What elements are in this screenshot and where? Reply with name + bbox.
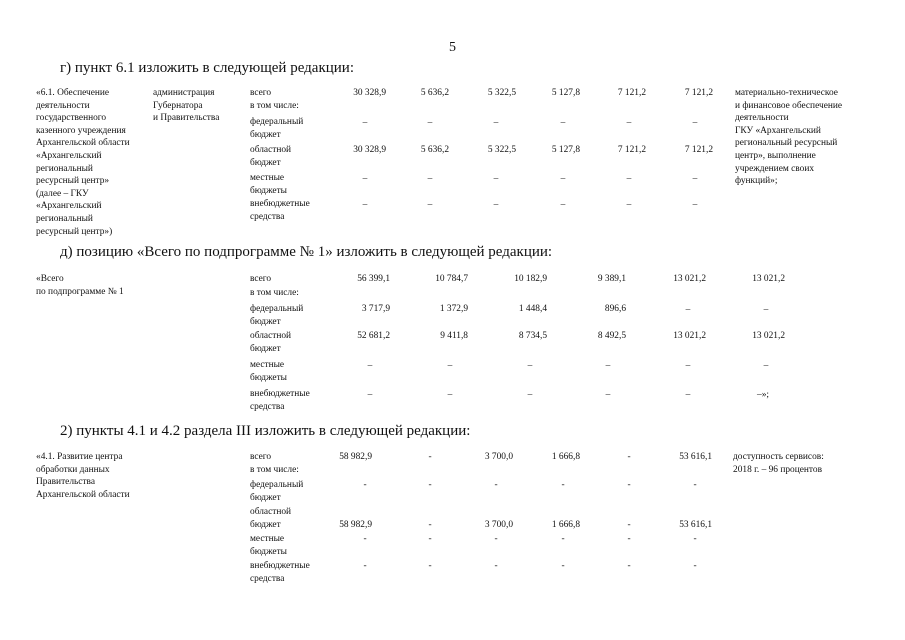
t3-vneb-3: - [494,561,498,571]
t3-name-line: Архангельской области [36,489,130,500]
t1-src-fed [250,116,303,141]
t1-result-line: региональный ресурсный [735,138,838,149]
t2-mest-1: – [367,361,373,371]
t3-vneb-2: - [428,561,432,571]
t2-vneb-6: –»; [757,390,769,400]
t2-src-fed-l2: бюджет [250,316,281,327]
t1-name-line: деятельности [36,100,90,111]
t1-src-vtom: в том числе: [250,101,299,111]
t1-name-line: «Архангельский [36,150,102,161]
t2-fed-6: – [763,305,769,315]
t2-vsego-1: 56 399,1 [357,274,390,284]
t2-vneb-2: – [447,390,453,400]
t2-obl-6: 13 021,2 [752,331,785,341]
t1-mest-3: – [493,174,499,184]
t3-src-mest-l2: бюджеты [250,546,287,557]
t1-obl-2: 5 636,2 [420,145,449,155]
t1-src-mest-l1: местные [250,173,285,183]
t2-obl-5: 13 021,2 [673,331,706,341]
t3-name [36,451,130,501]
t2-obl-2: 9 411,8 [440,331,468,341]
t2-src-vneb [250,388,310,413]
t2-fed-1: 3 717,9 [361,304,390,314]
t1-vsego-6: 7 121,2 [684,88,713,98]
t1-vneb-2: – [427,200,433,210]
t1-executor [153,87,219,125]
t3-obl-5: - [627,520,631,530]
t3-name-line: Правительства [36,477,95,488]
t1-fed-2: – [427,118,433,128]
t1-src-vneb-l1: внебюджетные [250,199,310,209]
t2-vneb-3: – [527,390,533,400]
t1-mest-2: – [427,174,433,184]
t3-obl-1: 58 982,9 [339,520,372,530]
t1-result-line: функций»; [735,176,778,187]
t1-fed-4: – [560,118,566,128]
page-number: 5 [449,40,456,55]
heading-2: 2) пункты 4.1 и 4.2 раздела III изложить в следующей редакции: [60,423,471,439]
t3-vsego-6: 53 616,1 [679,452,712,462]
t1-vneb-4: – [560,200,566,210]
t1-vneb-6: – [692,200,698,210]
t2-obl-3: 8 734,5 [518,331,547,341]
t3-src-obl-l1: областной [250,507,292,517]
t2-src-mest [250,359,287,384]
t1-mest-1: – [362,174,368,184]
t2-fed-5: – [685,305,691,315]
t3-vneb-4: - [561,561,565,571]
t1-vneb-3: – [493,200,499,210]
t1-fed-5: – [626,118,632,128]
t3-vneb-1: - [363,561,367,571]
t1-result-line: учреждением своих [735,163,815,174]
t1-mest-4: – [560,174,566,184]
t3-name-line: «4.1. Развитие центра [36,452,123,462]
t3-mest-3: - [494,534,498,544]
t1-vsego-3: 5 322,5 [487,88,516,98]
t3-src-vsego: всего [250,452,272,462]
t2-vsego-5: 13 021,2 [673,274,706,284]
t1-name-line: региональный [36,163,93,174]
t3-fed-2: - [428,480,432,490]
t3-src-vneb-l2: средства [250,573,285,584]
t1-vneb-1: – [362,200,368,210]
t1-name-line: «6.1. Обеспечение [36,88,110,98]
t1-obl-5: 7 121,2 [617,145,646,155]
t3-fed-3: - [494,480,498,490]
t1-src-mest-l2: бюджеты [250,185,287,196]
t1-vsego-2: 5 636,2 [420,88,449,98]
t2-src-mest-l1: местные [250,360,285,370]
t1-vsego-5: 7 121,2 [617,88,646,98]
t1-name-line: (далее – ГКУ [36,188,89,199]
t3-src-obl-l2: бюджет [250,519,281,530]
t2-src-fed [250,303,303,328]
t1-name-line: региональный [36,213,93,224]
t1-vsego-4: 5 127,8 [551,88,580,98]
t1-src-obl [250,144,291,169]
t3-src-fed-l1: федеральный [250,480,304,490]
t1-result-line: деятельности [735,113,789,124]
heading-d: д) позицию «Всего по подпрограмме № 1» изложить в следующей редакции: [60,244,553,260]
t1-src-mest [250,172,287,197]
t1-name-line: ресурсный центр») [36,226,113,237]
t1-src-fed-l1: федеральный [250,117,304,127]
t3-mest-4: - [561,534,565,544]
t1-mest-5: – [626,174,632,184]
t3-fed-5: - [627,480,631,490]
t3-result-line: 2018 г. – 96 процентов [733,464,822,475]
t1-name [36,87,130,238]
t1-name-line: казенного учреждения [36,125,126,136]
t3-obl-2: - [428,520,432,530]
t1-name-line: ресурсный центр» [36,176,110,187]
t2-mest-4: – [605,361,611,371]
t3-obl-3: 3 700,0 [484,520,513,530]
t2-vneb-5: – [685,390,691,400]
t1-fed-1: – [362,118,368,128]
t2-src-obl [250,330,291,355]
t1-obl-1: 30 328,9 [353,145,386,155]
t3-vsego-5: - [627,452,631,462]
t3-vsego-3: 3 700,0 [484,452,513,462]
t2-vsego-4: 9 389,1 [597,274,626,284]
t2-vsego-6: 13 021,2 [752,274,785,284]
t1-vsego-1: 30 328,9 [353,88,386,98]
t1-vneb-5: – [626,200,632,210]
t1-result-line: центр», выполнение [735,150,816,161]
t1-result-line: ГКУ «Архангельский [735,125,821,136]
t1-src-obl-l2: бюджет [250,157,281,168]
t3-src-fed [250,479,303,504]
t2-mest-3: – [527,361,533,371]
t3-fed-4: - [561,480,565,490]
t3-vneb-5: - [627,561,631,571]
t1-result-line: материально-техническое [735,88,838,98]
t1-obl-3: 5 322,5 [487,145,516,155]
t3-src-vneb [250,560,310,585]
t2-src-obl-l1: областной [250,331,292,341]
t3-src-fed-l2: бюджет [250,492,281,503]
t3-mest-5: - [627,534,631,544]
t1-name-line: «Архангельский [36,201,102,212]
heading-g: г) пункт 6.1 изложить в следующей редакции: [60,60,354,76]
t2-vneb-1: – [367,390,373,400]
t1-src-fed-l2: бюджет [250,129,281,140]
t2-vneb-4: – [605,390,611,400]
t1-obl-6: 7 121,2 [684,145,713,155]
t3-src-vtom: в том числе: [250,465,299,475]
t2-src-vtom: в том числе: [250,288,299,298]
t2-obl-4: 8 492,5 [597,331,626,341]
t3-src-vneb-l1: внебюджетные [250,561,310,571]
t3-fed-1: - [363,480,367,490]
t1-fed-6: – [692,118,698,128]
t3-mest-2: - [428,534,432,544]
t2-src-vsego: всего [250,274,272,284]
t2-src-vneb-l1: внебюджетные [250,389,310,399]
t3-obl-6: 53 616,1 [679,520,712,530]
t1-src-vneb-l2: средства [250,211,285,222]
t3-name-line: обработки данных [36,464,110,475]
t1-name-line: Архангельской области [36,138,130,149]
t3-src-mest-l1: местные [250,534,285,544]
t3-vsego-2: - [428,452,432,462]
t2-src-obl-l2: бюджет [250,343,281,354]
t3-result-line: доступность сервисов: [733,452,824,462]
t1-exec-line: администрация [153,88,215,98]
t2-mest-5: – [685,361,691,371]
t3-vsego-4: 1 666,8 [551,452,580,462]
t2-src-fed-l1: федеральный [250,304,304,314]
t1-exec-line: и Правительства [153,113,220,124]
t1-fed-3: – [493,118,499,128]
t2-name-line: «Всего [36,274,64,284]
t3-mest-6: - [693,534,697,544]
t2-fed-2: 1 372,9 [439,304,468,314]
t1-mest-6: – [692,174,698,184]
t2-vsego-3: 10 182,9 [514,274,547,284]
t1-result-line: и финансовое обеспечение [735,100,843,111]
t3-vneb-6: - [693,561,697,571]
t3-mest-1: - [363,534,367,544]
t1-exec-line: Губернатора [153,100,203,111]
t2-src-vneb-l2: средства [250,401,285,412]
t2-name-line: по подпрограмме № 1 [36,286,124,297]
t3-fed-6: - [693,480,697,490]
t2-src-mest-l2: бюджеты [250,372,287,383]
t2-mest-2: – [447,361,453,371]
t3-vsego-1: 58 982,9 [339,452,372,462]
t1-src-obl-l1: областной [250,145,292,155]
t2-name [36,273,124,298]
t1-src-vsego: всего [250,88,272,98]
t3-result [733,451,824,476]
t1-result [735,87,842,188]
t3-obl-4: 1 666,8 [551,520,580,530]
t2-fed-3: 1 448,4 [518,304,547,314]
t1-src-vneb [250,198,310,223]
t1-obl-4: 5 127,8 [551,145,580,155]
t2-mest-6: – [763,361,769,371]
t2-fed-4: 896,6 [604,304,626,314]
t2-vsego-2: 10 784,7 [435,274,468,284]
t3-src-obl [250,506,291,531]
t1-name-line: государственного [36,113,107,124]
t2-obl-1: 52 681,2 [357,331,390,341]
t3-src-mest [250,533,287,558]
